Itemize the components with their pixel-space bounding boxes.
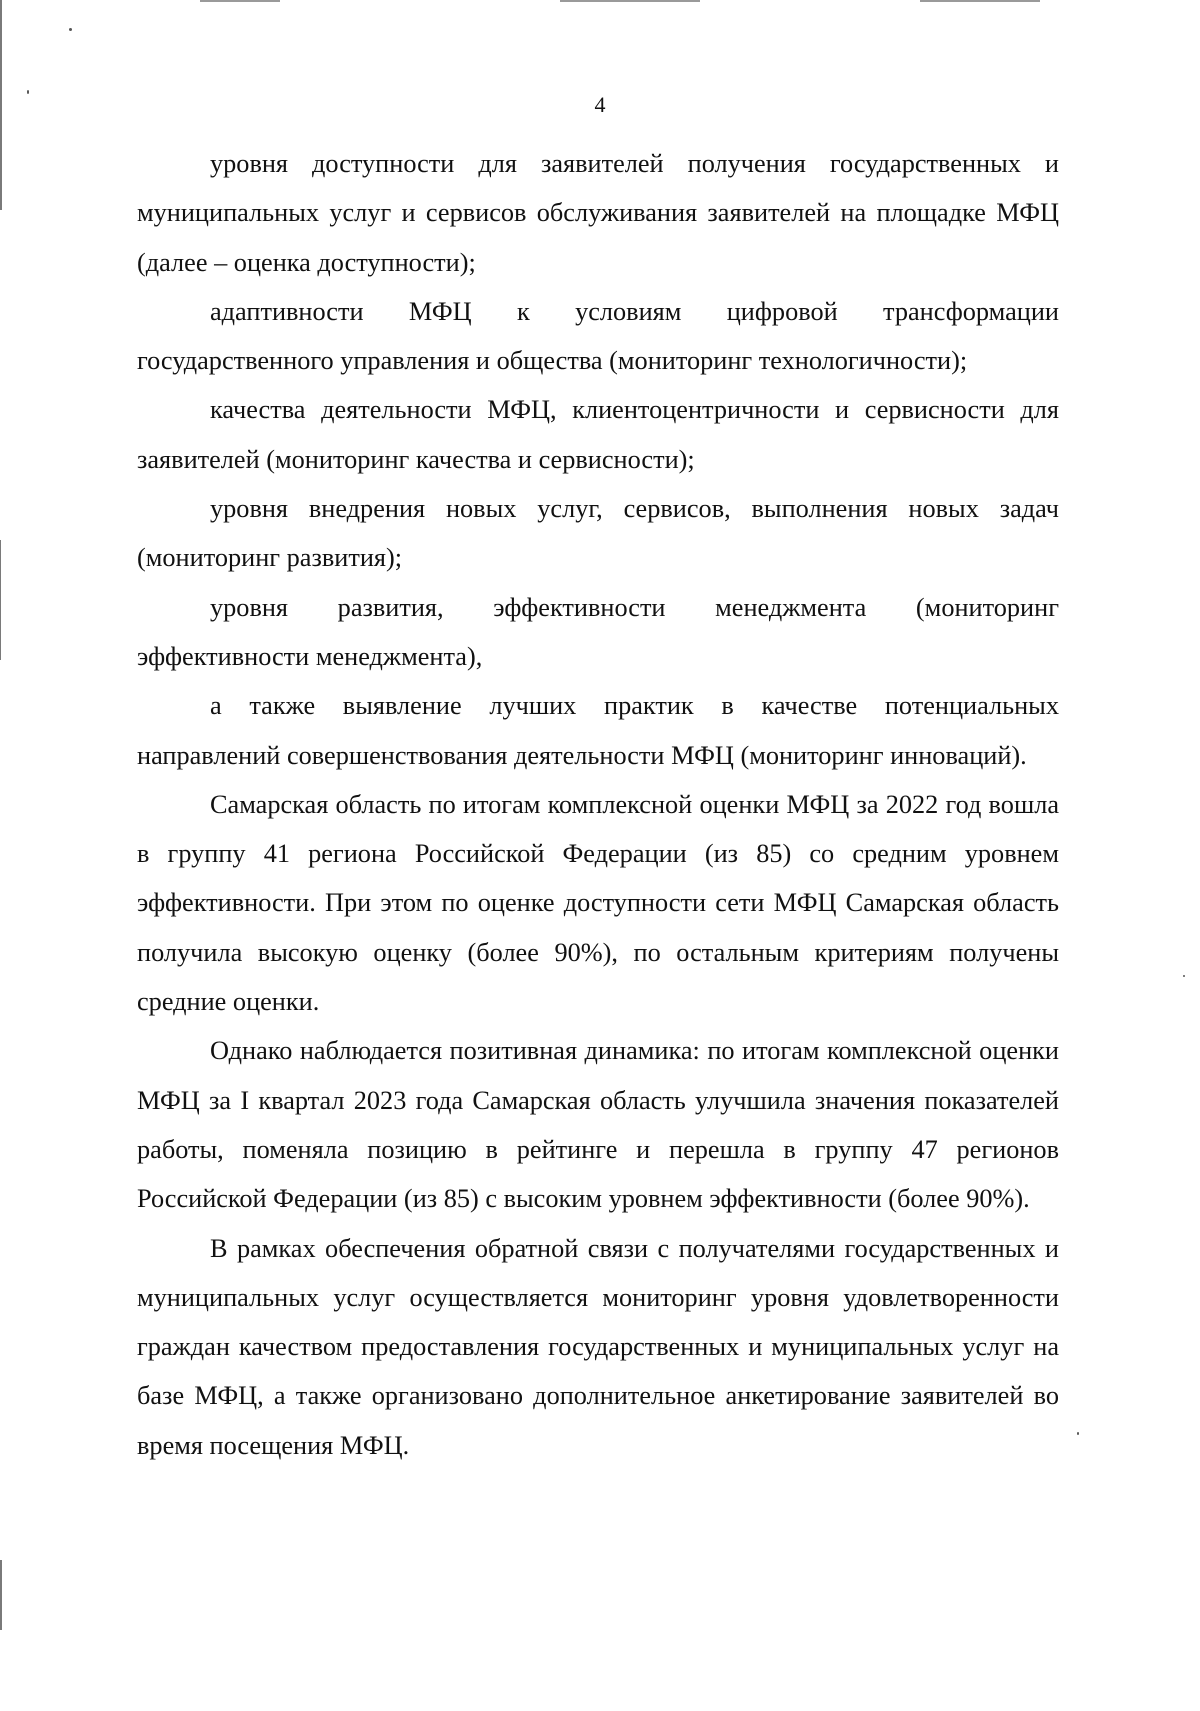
- scan-speck: [69, 28, 72, 31]
- paragraph: уровня внедрения новых услуг, сервисов, выполнения новых задач (мониторинг развития);: [137, 494, 1059, 573]
- scan-speck: [1183, 975, 1185, 977]
- paragraph: а также выявление лучших практик в качестве потенциальных направлений совершенствования деятельности МФЦ (мониторинг инноваций).: [137, 691, 1059, 770]
- scan-edge-left-lower: [0, 1560, 2, 1630]
- paragraph: В рамках обеспечения обратной связи с получателями государственных и муниципальных услуг осуществляется мониторинг уровня удовлетворенности граждан качеством предоставления государственных и муниципальных услуг на базе МФЦ, а также организовано дополнительное анкетирование заявителей во время посещения МФЦ.: [137, 1233, 1059, 1460]
- paragraph: качества деятельности МФЦ, клиентоцентричности и сервисности для заявителей (мониторинг качества и сервисности);: [137, 395, 1059, 474]
- paragraph: уровня доступности для заявителей получения государственных и муниципальных услуг и сервисов обслуживания заявителей на площадке МФЦ (далее – оценка доступности);: [137, 149, 1059, 277]
- page-number: 4: [594, 92, 606, 117]
- scan-speck: [1077, 1432, 1079, 1435]
- paragraph: уровня развития, эффективности менеджмента (мониторинг эффективности менеджмента),: [137, 592, 1059, 671]
- scan-edge-top-left: [200, 0, 280, 2]
- scan-edge-left-middle: [0, 540, 1, 660]
- body-text: [137, 139, 1059, 1470]
- paragraph: Однако наблюдается позитивная динамика: по итогам комплексной оценки МФЦ за I квартал 2023 года Самарская область улучшила значения показателей работы, поменяла позицию в рейтинге и перешла в группу 47 регионов Российской Федерации (из 85) с высоким уровнем эффективности (более 90%).: [137, 1036, 1059, 1214]
- paragraph: Самарская область по итогам комплексной оценки МФЦ за 2022 год вошла в группу 41 региона Российской Федерации (из 85) со средним уровнем эффективности. При этом по оценке доступности сети МФЦ Самарская область получила высокую оценку (более 90%), по остальным критериям получены средние оценки.: [137, 789, 1059, 1017]
- scan-edge-top-right: [920, 0, 1040, 2]
- paragraph: адаптивности МФЦ к условиям цифровой трансформации государственного управления и общества (мониторинг технологичности);: [137, 296, 1059, 376]
- scan-edge-top-middle: [560, 0, 700, 2]
